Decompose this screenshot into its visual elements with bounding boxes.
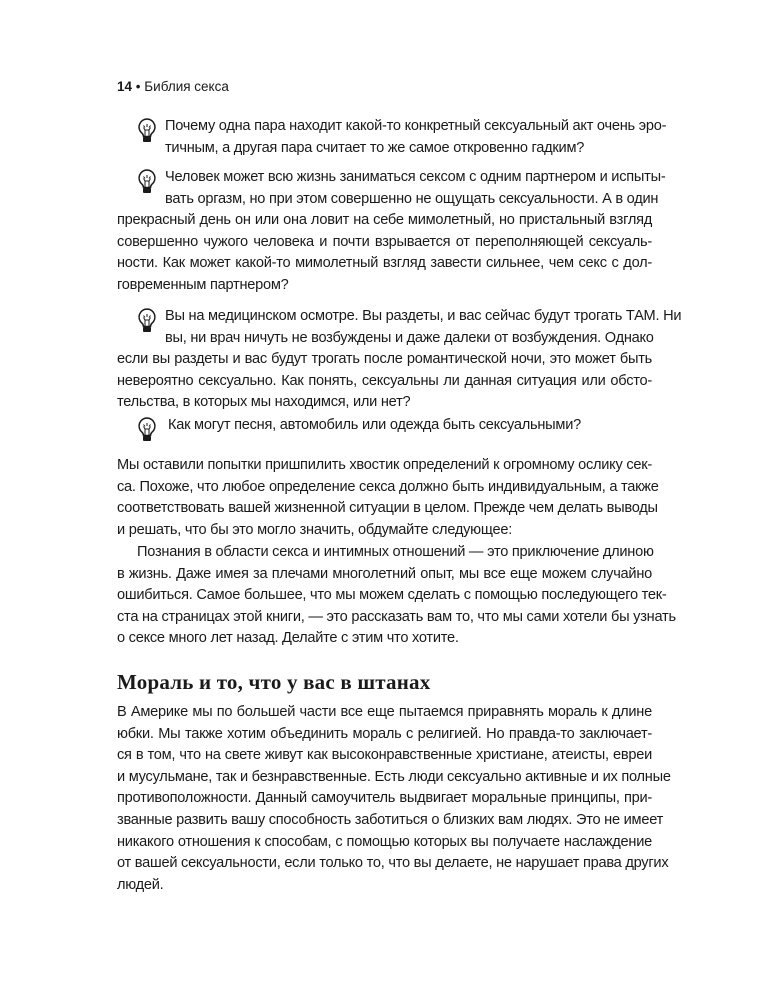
text-line: Человек может всю жизнь заниматься сексом с одним партнером и испыты-	[165, 169, 666, 185]
section-heading: Мораль и то, что у вас в штанах	[117, 670, 431, 694]
text-line: юбки. Мы также хотим объединить мораль с религией. Но правда-то заключает-	[117, 725, 652, 742]
paragraph	[117, 455, 659, 541]
text-line: тичным, а другая пара считает то же самое откровенно гадким?	[165, 139, 585, 156]
text-line: о сексе много лет назад. Делайте с этим что хотите.	[117, 630, 459, 647]
tip-item	[117, 116, 667, 159]
text-line: Познания в области секса и интимных отношений — это приключение длиною	[137, 544, 654, 560]
text-line: в жизнь. Даже имея за плечами многолетний опыт, мы все еще можем случайно	[117, 565, 652, 582]
tip-item	[117, 167, 666, 297]
text-line: ности. Как может какой-то мимолетный взгляд завести сильнее, чем секс с дол-	[117, 255, 652, 272]
text-line: званные развить вашу способность заботиться о близких вам людях. Это не имеет	[117, 811, 664, 828]
text-line: невероятно сексуально. Как понять, сексуальны ли данная ситуация или обсто-	[117, 372, 652, 389]
lightbulb-icon	[136, 416, 158, 444]
text-line: и решать, что бы это могло значить, обдумайте следующее:	[117, 521, 513, 538]
header-bullet: •	[135, 79, 141, 94]
text-line: совершенно чужого человека и почти взрывается от переполняющей сексуаль-	[117, 233, 652, 250]
text-line: Почему одна пара находит какой-то конкретный сексуальный акт очень эро-	[165, 118, 667, 134]
text-line: людей.	[117, 876, 164, 893]
text-line: ошибиться. Самое большее, что мы можем сделать с помощью последующего тек-	[117, 587, 667, 604]
text-line: са. Похоже, что любое определение секса должно быть индивидуальным, а также	[117, 478, 659, 495]
text-line: если вы раздеты и вас будут трогать после романтической ночи, это может быть	[117, 351, 652, 368]
book-title: Библия секса	[144, 79, 229, 94]
paragraph	[117, 542, 676, 650]
lightbulb-icon	[136, 117, 158, 145]
lightbulb-icon	[136, 307, 158, 335]
lightbulb-icon	[136, 168, 158, 196]
text-line: противоположности. Данный самоучитель выдвигает моральные принципы, при-	[117, 790, 652, 807]
text-line: Вы на медицинском осмотре. Вы раздеты, и вас сейчас будут трогать ТАМ. Ни	[165, 308, 682, 324]
text-line: ся в том, что на свете живут как высоконравственные христиане, атеисты, евреи	[117, 747, 652, 764]
tip-item	[117, 306, 682, 414]
paragraph	[117, 702, 671, 896]
text-line: тельства, в которых мы находимся, или нет?	[117, 394, 411, 411]
text-line: говременным партнером?	[117, 276, 289, 293]
text-line: вы, ни врач ничуть не возбуждены и даже далеки от возбуждения. Однако	[165, 329, 654, 346]
text-line: соответствовать вашей жизненной ситуации в целом. Прежде чем делать выводы	[117, 500, 658, 517]
text-line: В Америке мы по большей части все еще пытаемся приравнять мораль к длине	[117, 704, 652, 720]
text-line: от вашей сексуальности, если только то, что вы делаете, не нарушает права других	[117, 855, 669, 872]
text-line: ста на страницах этой книги, — это рассказать вам то, что мы сами хотели бы узнать	[117, 608, 676, 625]
page-number: 14	[117, 79, 133, 94]
text-line: и мусульмане, так и безнравственные. Есть люди сексуально активные и их полные	[117, 768, 671, 785]
text-line: Мы оставили попытки пришпилить хвостик определений к огромному ослику сек-	[117, 457, 652, 473]
running-header	[117, 79, 229, 94]
tip-item	[117, 415, 652, 437]
text-line: вать оргазм, но при этом совершенно не ощущать сексуальности. А в один	[165, 190, 659, 207]
text-line: прекрасный день он или она ловит на себе мимолетный, но пристальный взгляд	[117, 212, 652, 229]
text-line: никакого отношения к способам, с помощью которых вы получаете наслаждение	[117, 833, 652, 850]
text-line: Как могут песня, автомобиль или одежда быть сексуальными?	[168, 417, 581, 433]
